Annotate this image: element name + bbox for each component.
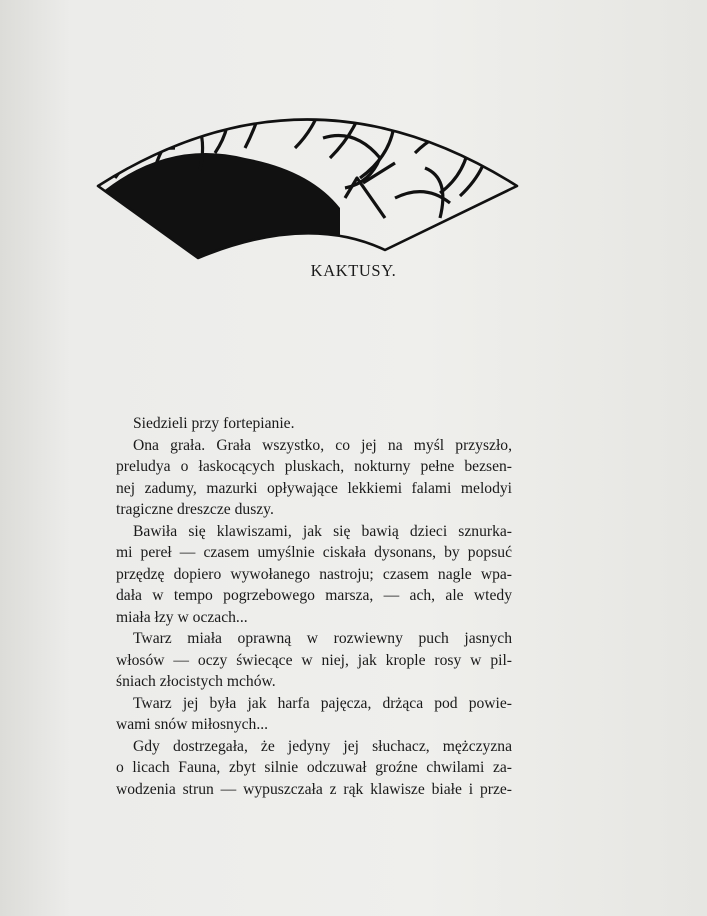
- text-line: Twarz miała oprawną w rozwiewny puch jasnych: [133, 630, 512, 647]
- text-line: wami snów miłosnych...: [116, 716, 269, 733]
- text-line: Bawiła się klawiszami, jak się bawią dzieci sznurka-: [133, 522, 512, 540]
- text-line: śniach złocistych mchów.: [116, 673, 276, 690]
- text-line: przędzę dopiero wywołanego nastroju; czasem nagle wpa-: [116, 565, 512, 583]
- text-line: wodzenia strun — wypuszczała z rąk klawisze białe i prze-: [116, 780, 512, 798]
- text-line: preludya o łaskocących pluskach, nokturny pełne bezsen-: [116, 458, 512, 475]
- chapter-title: KAKTUSY.: [310, 261, 397, 280]
- text-line: tragiczne dreszcze duszy.: [116, 501, 274, 518]
- text-line: włosów — oczy świecące w niej, jak krople rosy w pil-: [116, 651, 512, 669]
- text-line: mi pereł — czasem umyślnie ciskała dysonans, by popsuć: [116, 544, 512, 561]
- text-line: Gdy dostrzegała, że jedyny jej słuchacz, mężczyzna: [133, 737, 512, 755]
- text-line: Siedzieli przy fortepianie.: [133, 415, 295, 432]
- text-line: dała w tempo pogrzebowego marsza, — ach, ale wtedy: [116, 587, 512, 604]
- text-line: nej zadumy, mazurki opływające lekkiemi falami melodyi: [116, 479, 512, 497]
- text-line: miała łzy w oczach...: [116, 608, 248, 626]
- body-text: [116, 413, 512, 800]
- text-line: Ona grała. Grała wszystko, co jej na myśl przyszło,: [133, 436, 512, 454]
- lotus-fan-vignette: [95, 78, 520, 263]
- text-line: Twarz jej była jak harfa pajęcza, drżąca pod powie-: [133, 694, 512, 712]
- text-line: o licach Fauna, zbyt silnie odczuwał groźne chwilami za-: [116, 759, 512, 776]
